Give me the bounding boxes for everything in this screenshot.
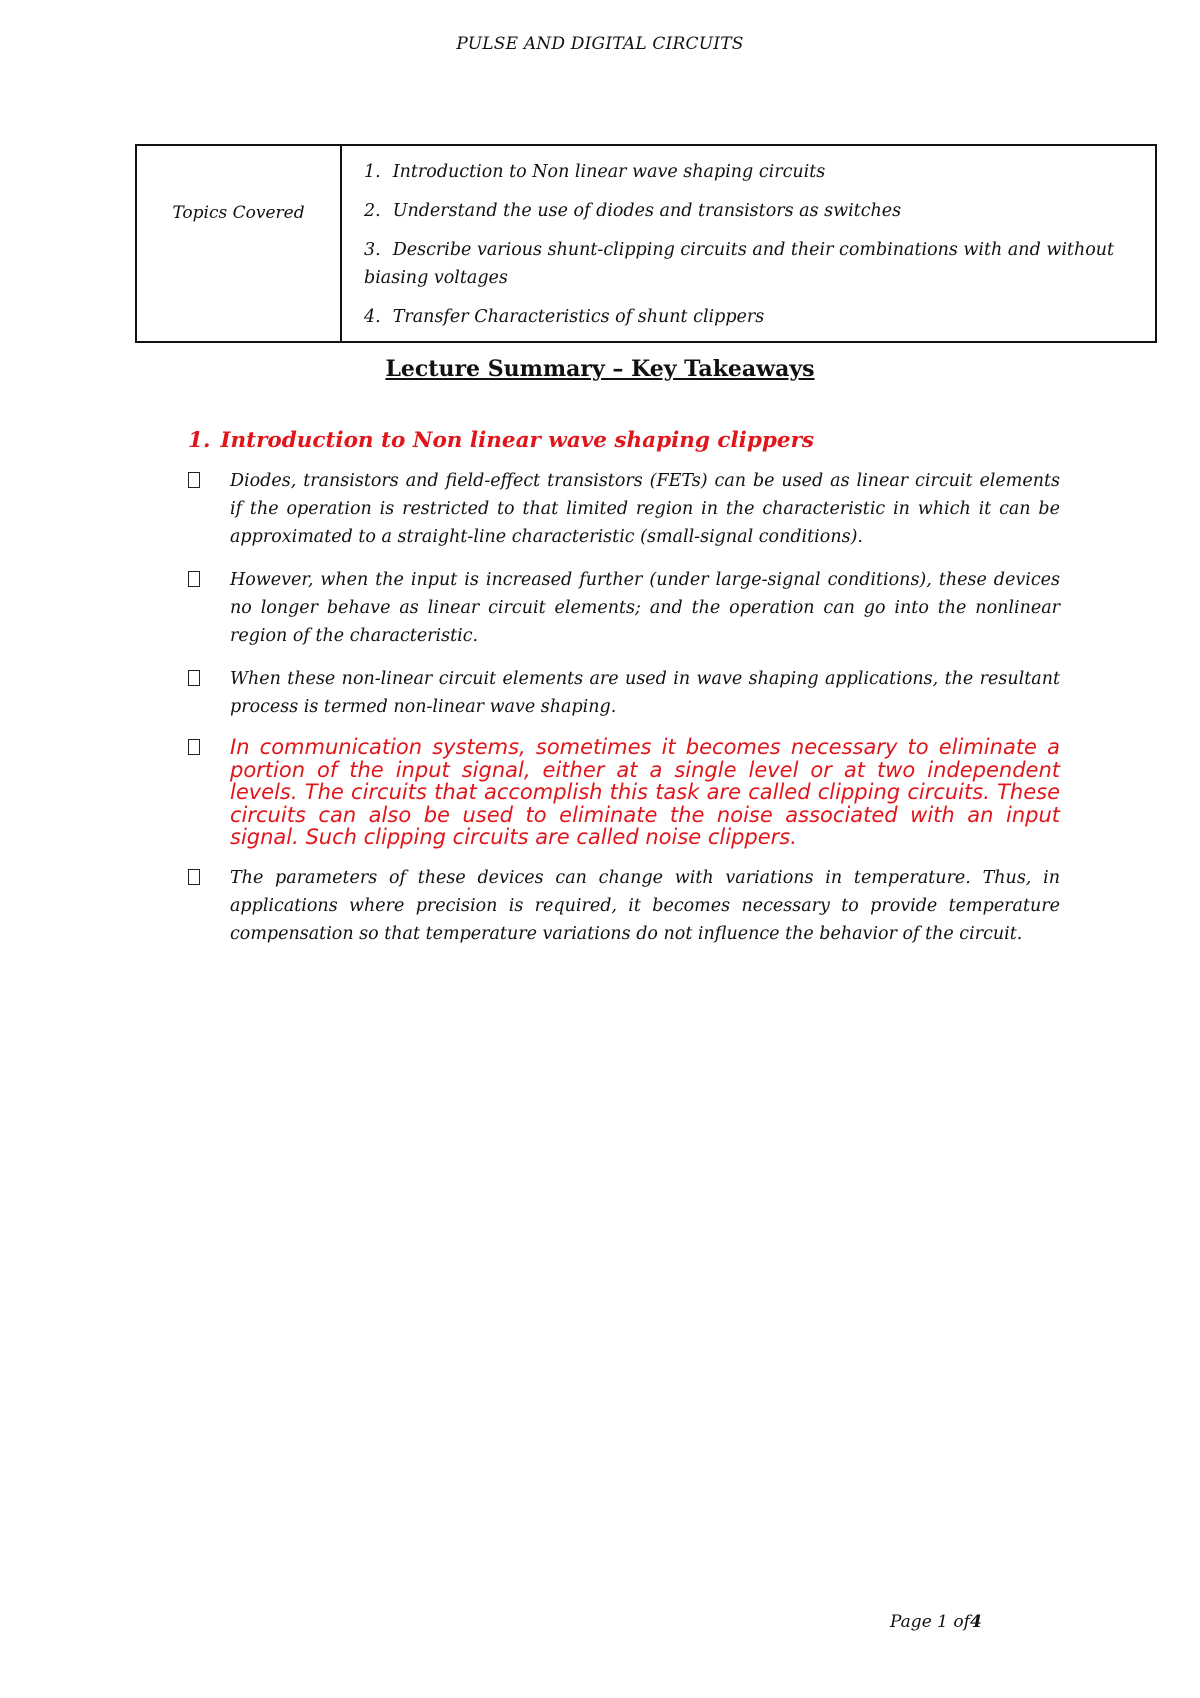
topic-item — [364, 158, 1135, 186]
topic-text: Transfer Characteristics of shunt clippers — [392, 307, 765, 327]
topic-text: Introduction to Non linear wave shaping circuits — [392, 162, 826, 182]
topic-number: 1. — [364, 162, 381, 182]
list-item — [188, 665, 1060, 721]
lecture-summary-title: Lecture Summary – Key Takeaways — [385, 356, 815, 382]
topic-number: 2. — [364, 201, 381, 221]
bullet-text: Diodes, transistors and field-effect transistors (FETs) can be used as linear circuit elements if the operation is restricted to that limited region in the characteristic in which it can be approximated to a straight-line characteristic (small-signal conditions). — [230, 471, 1060, 547]
bullet-text: When these non-linear circuit elements are used in wave shaping applications, the resultant process is termed non-linear wave shaping. — [230, 669, 1060, 717]
takeaways-list — [188, 467, 1060, 963]
topic-number: 4. — [364, 307, 381, 327]
current-page: 1 — [937, 1612, 948, 1632]
list-item-highlighted — [188, 736, 1060, 849]
bullet-box-icon — [188, 571, 200, 587]
list-item — [188, 566, 1060, 650]
bullet-text: In communication systems, sometimes it becomes necessary to eliminate a portion of the input signal, either at a single level or at two independent levels. The circuits that accomplish this task are called clipping circuits. These circuits can also be used to eliminate the noise associated with an input signal. Such clipping circuits are called noise clippers. — [230, 735, 1060, 849]
topic-item — [364, 303, 1135, 331]
total-pages: 4 — [969, 1612, 982, 1632]
page-of: of — [953, 1612, 970, 1632]
topic-text: Understand the use of diodes and transistors as switches — [392, 201, 902, 221]
bullet-text: However, when the input is increased further (under large-signal conditions), these devices no longer behave as linear circuit elements; and the operation can go into the nonlinear region of the characteristic. — [230, 570, 1060, 646]
topic-text: Describe various shunt-clipping circuits and their combinations with and without biasing voltages — [364, 240, 1115, 288]
section-heading — [188, 428, 814, 453]
page-header: PULSE AND DIGITAL CIRCUITS — [456, 34, 744, 54]
topic-item — [364, 197, 1135, 225]
bullet-box-icon — [188, 869, 200, 885]
topic-item — [364, 236, 1135, 292]
list-item — [188, 467, 1060, 551]
bullet-box-icon — [188, 739, 200, 755]
topics-table — [135, 144, 1157, 343]
bullet-box-icon — [188, 670, 200, 686]
bullet-box-icon — [188, 472, 200, 488]
section-number: 1. — [188, 428, 211, 453]
page-label: Page — [890, 1612, 932, 1632]
page-footer — [890, 1612, 982, 1632]
bullet-text: The parameters of these devices can change with variations in temperature. Thus, in applications where precision is required, it becomes necessary to provide temperature compensation so that temperature variations do not influence the behavior of the circuit. — [230, 867, 1060, 944]
topic-number: 3. — [364, 240, 381, 260]
list-item — [188, 864, 1060, 948]
topics-list — [342, 146, 1155, 341]
section-title: Introduction to Non linear wave shaping clippers — [220, 428, 815, 453]
topics-label: Topics Covered — [137, 146, 342, 341]
